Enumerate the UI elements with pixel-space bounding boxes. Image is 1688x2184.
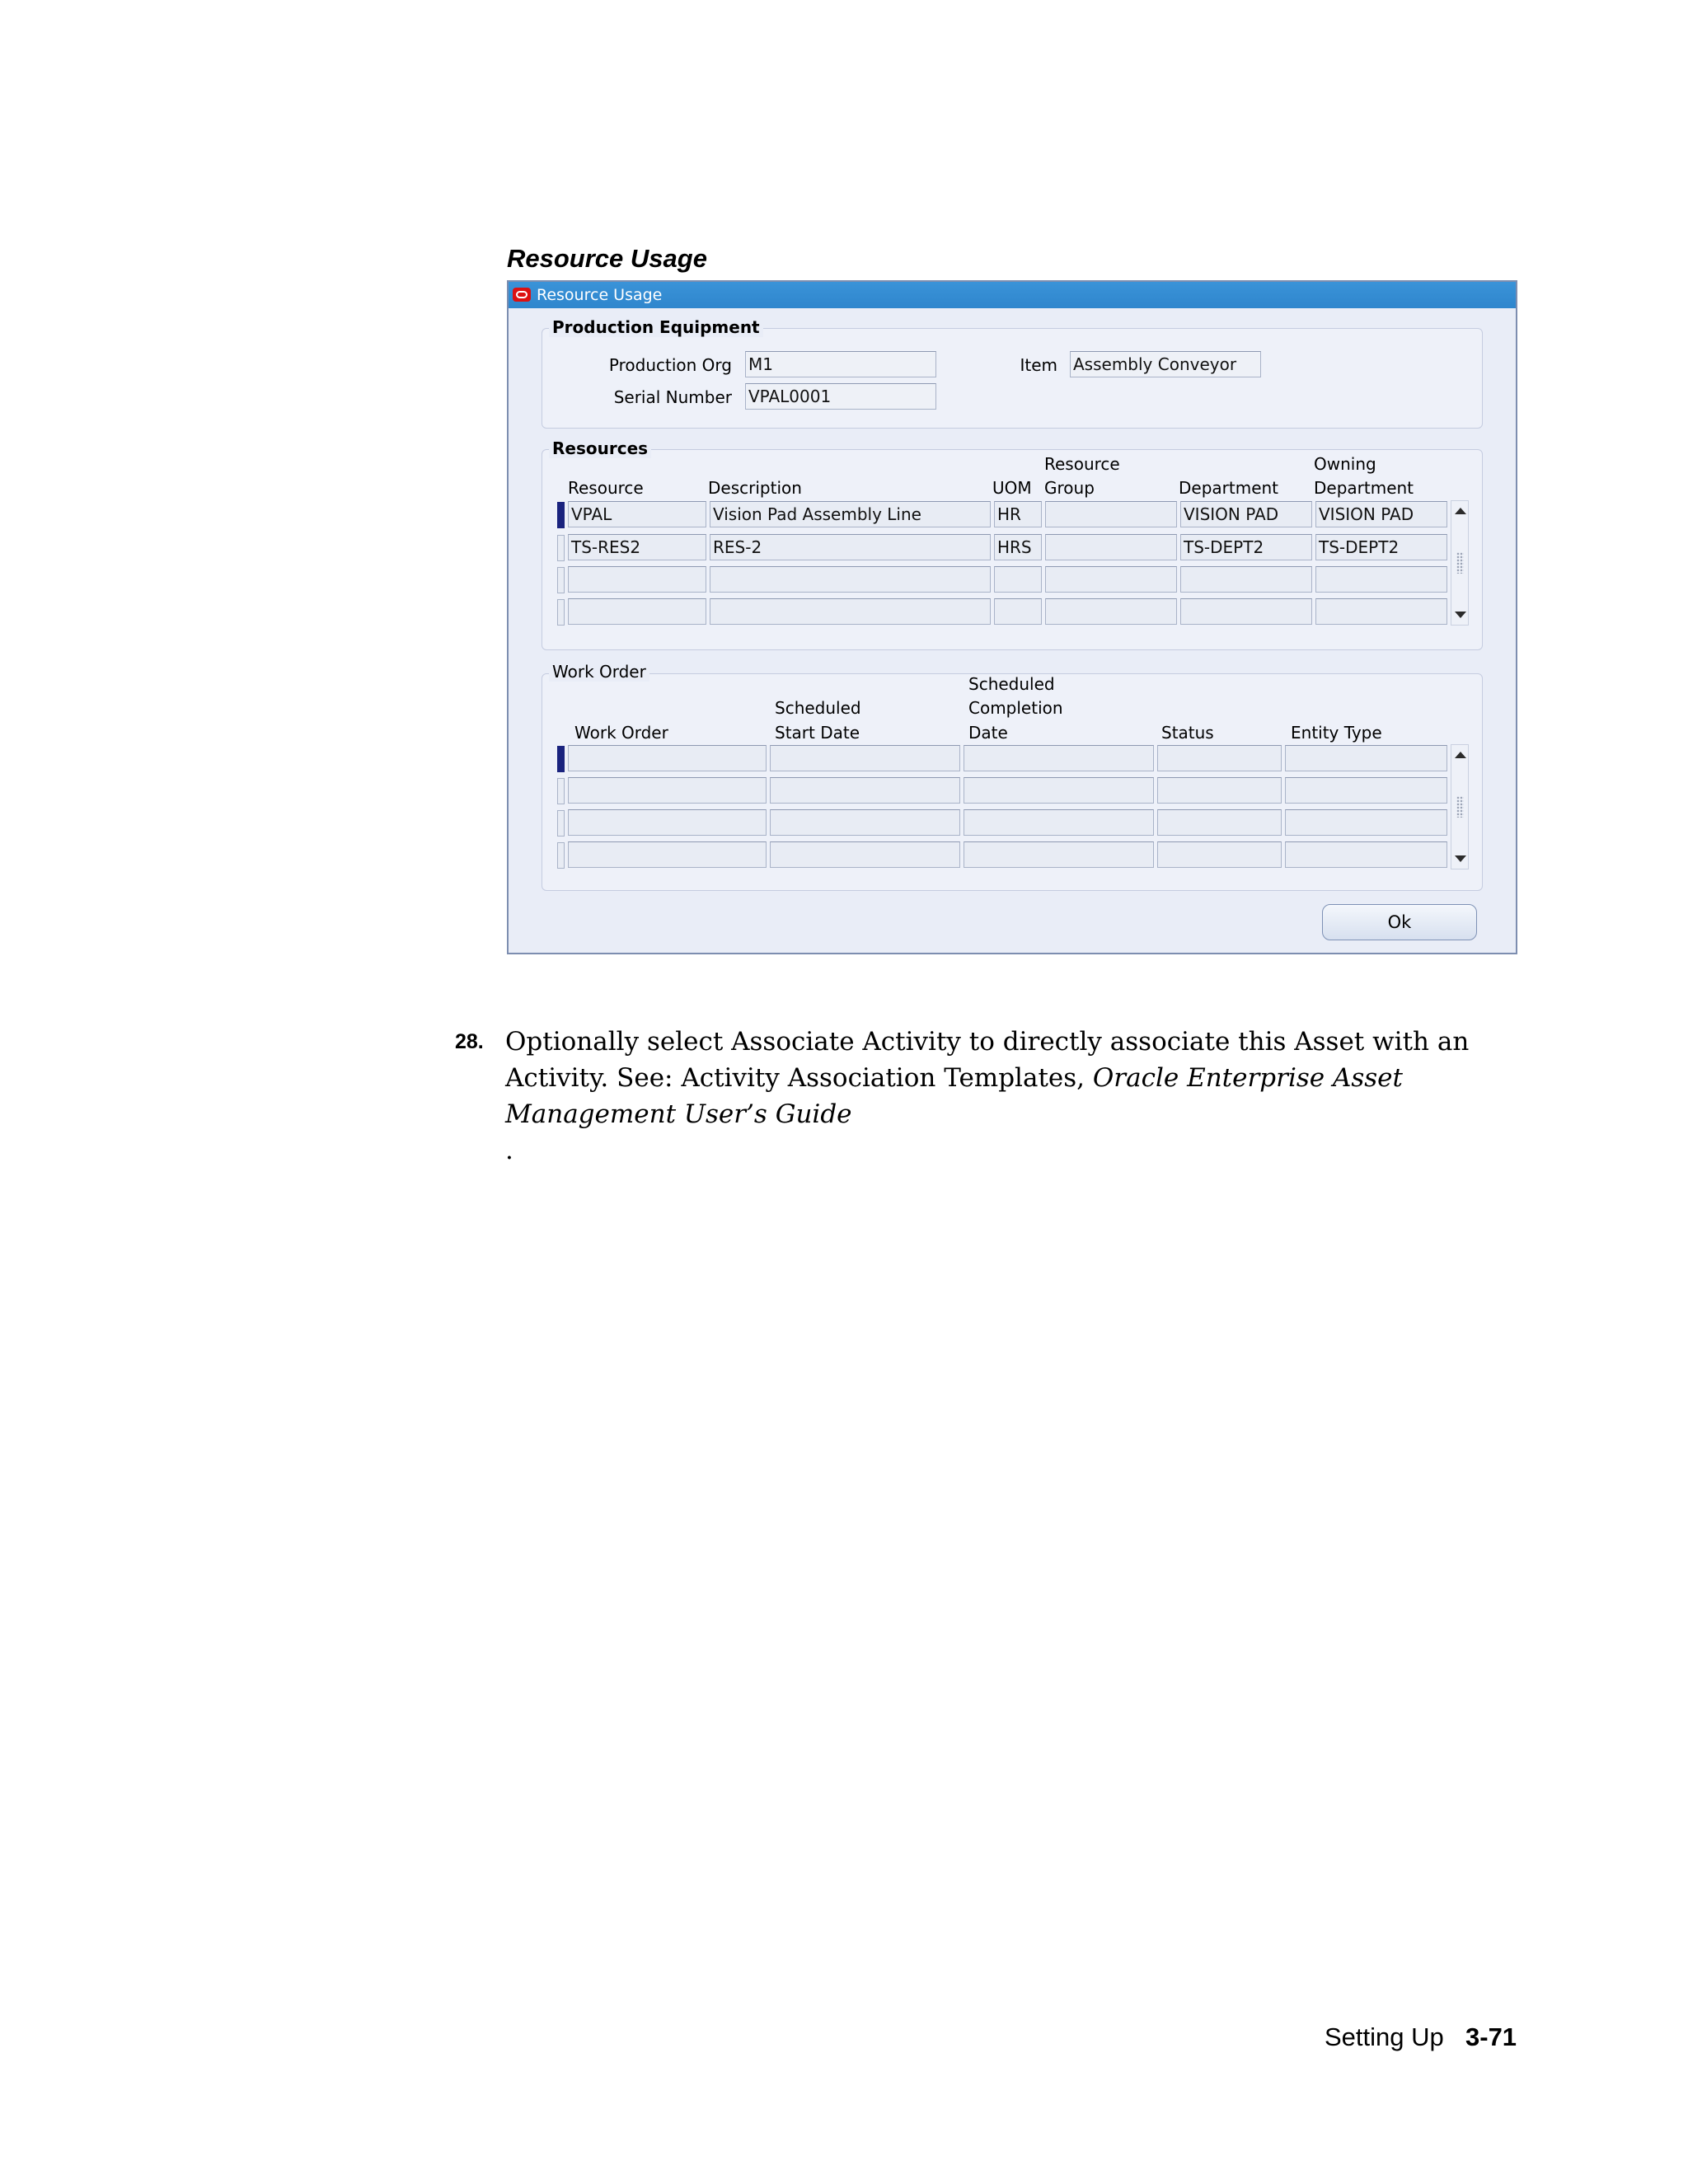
scroll-down-arrow-icon[interactable] — [1455, 612, 1466, 618]
oracle-app-icon — [513, 288, 531, 302]
owning-department-cell[interactable]: TS-DEPT2 — [1315, 534, 1447, 560]
uom-cell[interactable] — [994, 566, 1042, 593]
scheduled-start-cell[interactable] — [770, 809, 960, 836]
production-org-field[interactable]: M1 — [745, 351, 936, 377]
resource-cell[interactable]: TS-RES2 — [568, 534, 706, 560]
resource-group-cell[interactable] — [1045, 598, 1177, 625]
footer-section-title: Setting Up — [1325, 2022, 1444, 2051]
step-text-end: . — [505, 1136, 513, 1165]
ok-button[interactable]: Ok — [1322, 904, 1477, 940]
description-cell[interactable] — [710, 598, 991, 625]
col-header-scheduled-start-line2: Start Date — [775, 723, 860, 743]
col-header-resource: Resource — [568, 478, 644, 498]
department-cell[interactable]: VISION PAD — [1180, 501, 1312, 527]
serial-number-label: Serial Number — [613, 387, 732, 407]
uom-cell[interactable] — [994, 598, 1042, 625]
row-indicator[interactable] — [557, 567, 565, 593]
col-header-owning-department-line2: Department — [1314, 478, 1414, 498]
scroll-down-arrow-icon[interactable] — [1455, 855, 1466, 862]
uom-cell[interactable]: HRS — [994, 534, 1042, 560]
figure-caption: Resource Usage — [507, 244, 707, 273]
col-header-description: Description — [708, 478, 802, 498]
work-order-cell[interactable] — [568, 777, 767, 804]
col-header-uom: UOM — [992, 478, 1032, 498]
col-header-status: Status — [1161, 723, 1214, 743]
row-indicator[interactable] — [557, 535, 565, 561]
resource-group-cell[interactable] — [1045, 534, 1177, 560]
entity-type-cell[interactable] — [1285, 777, 1447, 804]
step-number: 28. — [455, 1030, 484, 1053]
resource-cell[interactable]: VPAL — [568, 501, 706, 527]
status-cell[interactable] — [1157, 745, 1282, 771]
resource-cell[interactable] — [568, 566, 706, 593]
work-order-scrollbar[interactable] — [1451, 744, 1469, 869]
description-cell[interactable]: RES-2 — [710, 534, 991, 560]
work-order-cell[interactable] — [568, 809, 767, 836]
work-order-legend: Work Order — [549, 662, 649, 682]
guide-title: Oracle Enterprise Asset Management User’s Guide — [505, 1063, 1403, 1129]
col-header-scheduled-start-line1: Scheduled — [775, 698, 861, 718]
scheduled-completion-cell[interactable] — [964, 745, 1154, 771]
owning-department-cell[interactable] — [1315, 598, 1447, 625]
status-cell[interactable] — [1157, 841, 1282, 868]
item-field[interactable]: Assembly Conveyor — [1070, 351, 1261, 377]
resource-group-cell[interactable] — [1045, 501, 1177, 527]
col-header-work-order: Work Order — [574, 723, 668, 743]
col-header-resource-group-line1: Resource — [1044, 454, 1120, 474]
scroll-up-arrow-icon[interactable] — [1455, 508, 1466, 514]
resource-cell[interactable] — [568, 598, 706, 625]
entity-type-cell[interactable] — [1285, 841, 1447, 868]
step-text-main: Optionally select Associate Activity to directly associate this Asset with an Activity. See: Activity Association Templates, — [505, 1027, 1470, 1093]
work-order-cell[interactable] — [568, 841, 767, 868]
col-header-scheduled-completion-line3: Date — [968, 723, 1008, 743]
status-cell[interactable] — [1157, 809, 1282, 836]
entity-type-cell[interactable] — [1285, 809, 1447, 836]
row-indicator[interactable] — [557, 810, 565, 837]
title-bar[interactable] — [509, 282, 1516, 308]
owning-department-cell[interactable] — [1315, 566, 1447, 593]
col-header-entity-type: Entity Type — [1291, 723, 1382, 743]
description-cell[interactable] — [710, 566, 991, 593]
col-header-resource-group-line2: Group — [1044, 478, 1095, 498]
department-cell[interactable] — [1180, 598, 1312, 625]
owning-department-cell[interactable]: VISION PAD — [1315, 501, 1447, 527]
production-org-label: Production Org — [608, 355, 732, 375]
serial-number-field[interactable]: VPAL0001 — [745, 383, 936, 410]
scroll-grip-icon[interactable] — [1456, 796, 1464, 818]
scheduled-completion-cell[interactable] — [964, 809, 1154, 836]
scheduled-start-cell[interactable] — [770, 745, 960, 771]
scroll-grip-icon[interactable] — [1456, 552, 1464, 574]
col-header-scheduled-completion-line1: Scheduled — [968, 674, 1055, 694]
resource-group-cell[interactable] — [1045, 566, 1177, 593]
resources-scrollbar[interactable] — [1451, 500, 1469, 626]
description-cell[interactable]: Vision Pad Assembly Line — [710, 501, 991, 527]
department-cell[interactable] — [1180, 566, 1312, 593]
production-equipment-group — [542, 328, 1483, 429]
item-label: Item — [1020, 355, 1057, 375]
entity-type-cell[interactable] — [1285, 745, 1447, 771]
scheduled-start-cell[interactable] — [770, 841, 960, 868]
window-title: Resource Usage — [537, 286, 663, 304]
production-equipment-legend: Production Equipment — [549, 317, 763, 337]
uom-cell[interactable]: HR — [994, 501, 1042, 527]
row-indicator[interactable] — [557, 599, 565, 626]
row-indicator[interactable] — [557, 746, 565, 772]
scroll-up-arrow-icon[interactable] — [1455, 752, 1466, 758]
col-header-department: Department — [1179, 478, 1279, 498]
status-cell[interactable] — [1157, 777, 1282, 804]
department-cell[interactable]: TS-DEPT2 — [1180, 534, 1312, 560]
row-indicator[interactable] — [557, 502, 565, 528]
scheduled-completion-cell[interactable] — [964, 841, 1154, 868]
scheduled-start-cell[interactable] — [770, 777, 960, 804]
row-indicator[interactable] — [557, 842, 565, 869]
scheduled-completion-cell[interactable] — [964, 777, 1154, 804]
resources-legend: Resources — [549, 438, 651, 458]
row-indicator[interactable] — [557, 778, 565, 804]
footer-page-number: 3-71 — [1465, 2022, 1517, 2051]
col-header-owning-department-line1: Owning — [1314, 454, 1376, 474]
work-order-cell[interactable] — [568, 745, 767, 771]
step-text — [505, 1024, 1527, 1169]
col-header-scheduled-completion-line2: Completion — [968, 698, 1063, 718]
